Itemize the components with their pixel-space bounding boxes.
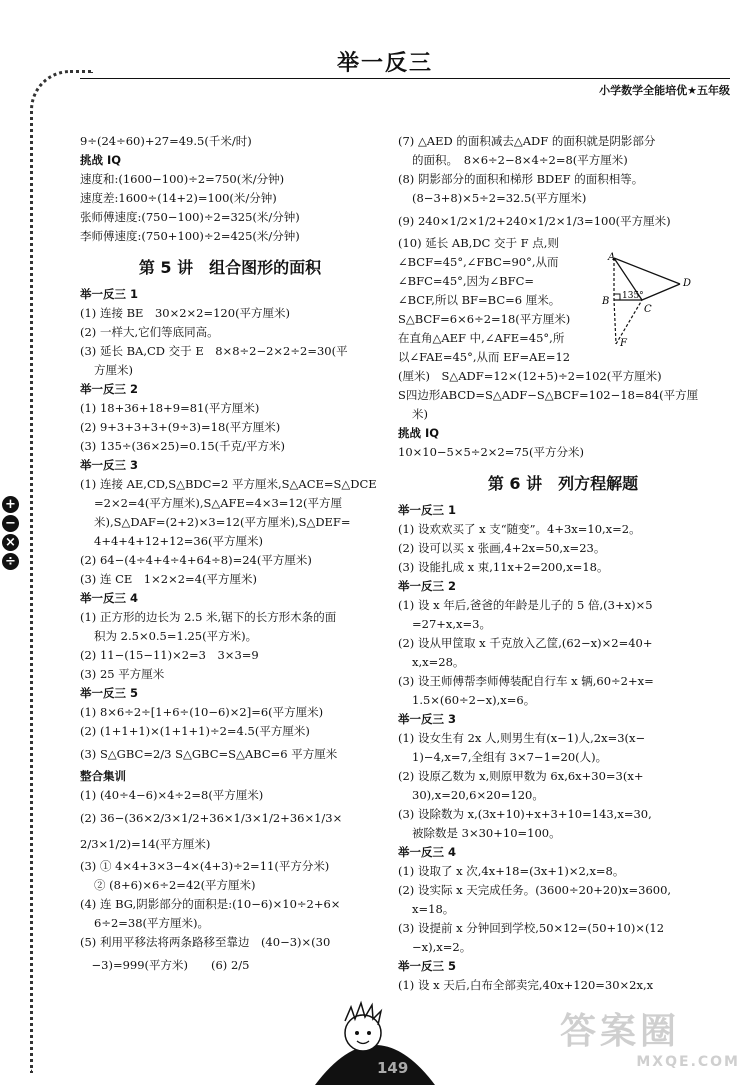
text-line: (3) 设王师傅帮李师傅装配自行车 x 辆,60÷2+x= [398,674,654,688]
text-line: 9÷(24÷60)+27=49.5(千米/时) [80,134,252,148]
text-line: (2) 64−(4÷4+4÷4+64÷8)=24(平方厘米) [80,553,312,567]
text-line: (2) 设原乙数为 x,则原甲数为 6x,6x+30=3(x+ [398,769,644,783]
text-line: (1) 8×6÷2÷[1+6÷(10−6)×2]=6(平方厘米) [80,705,324,719]
text-line: (厘米) S△ADF=12×(12+5)÷2=102(平方厘米) [398,369,662,383]
text-line: 被除数是 3×30+10=100。 [412,826,561,840]
mascot-illustration [315,985,435,1085]
text-line: (1) 正方形的边长为 2.5 米,锯下的长方形木条的面 [80,610,337,624]
text-line: (5) 利用平移法将两条路移至靠边 (40−3)×(30 [80,935,331,949]
label-c: C [644,304,652,315]
angle-label: 135° [622,291,644,301]
section-heading: 举一反三 2 [80,382,139,396]
text-line: 速度差:1600÷(14+2)=100(米/分钟) [80,191,277,205]
text-line: (9) 240×1/2×1/2+240×1/2×1/3=100(平方厘米) [398,214,671,228]
text-line: (1) 设女生有 2x 人,则男生有(x−1)人,2x=3(x− [398,731,646,745]
text-line: (1) 连接 BE 30×2×2=120(平方厘米) [80,306,291,320]
text-line: 的面积。 8×6÷2−8×4÷2=8(平方厘米) [412,153,628,167]
text-line: 米) [412,407,428,421]
text-line: S四边形ABCD=S△ADF−S△BCF=102−18=84(平方厘 [398,388,699,402]
label-a: A [608,252,616,263]
text-line: (1) 连接 AE,CD,S△BDC=2 平方厘米,S△ACE=S△DCE [80,477,377,491]
text-line: x,x=28。 [412,655,465,669]
text-line: 10×10−5×5÷2×2=75(平方分米) [398,445,584,459]
section-heading: 举一反三 3 [398,712,457,726]
text-line: x=18。 [412,902,455,916]
text-line: (3) S△GBC=2/3 S△GBC=S△ABC=6 平方厘米 [80,747,338,761]
mascot-eye-right [367,1031,371,1035]
text-line: −x),x=2。 [412,940,472,954]
text-line: (2) 一样大,它们等底同高。 [80,325,219,339]
section-heading: 整合集训 [80,769,126,783]
text-line: (7) △AED 的面积减去△ADF 的面积就是阴影部分 [398,134,656,148]
text-line: (8) 阴影部分的面积和梯形 BDEF 的面积相等。 [398,172,644,186]
section-heading: 举一反三 4 [398,845,457,859]
text-line: (3) 设除数为 x,(3x+10)+x+3+10=143,x=30, [398,807,652,821]
text-line: (2) 设从甲筐取 x 千克放入乙筐,(62−x)×2=40+ [398,636,653,650]
text-line: (1) 18+36+18+9=81(平方厘米) [80,401,260,415]
section-heading: 举一反三 3 [80,458,139,472]
text-line: 1.5×(60÷2−x),x=6。 [412,693,536,707]
section-heading: 举一反三 4 [80,591,139,605]
text-line: 2/3×1/2)=14(平方厘米) [80,837,211,851]
section-heading: 举一反三 1 [398,503,457,517]
text-line: 李师傅速度:(750+100)÷2=425(米/分钟) [80,229,300,243]
section-heading: 举一反三 5 [398,959,457,973]
text-line: ∠BCF=45°,∠FBC=90°,从而 [398,255,559,269]
text-line: 张师傅速度:(750−100)÷2=325(米/分钟) [80,210,300,224]
text-line: 在直角△AEF 中,∠AFE=45°,所 [398,331,565,345]
section-heading: 举一反三 1 [80,287,139,301]
text-line: (3) 设提前 x 分钟回到学校,50×12=(50+10)×(12 [398,921,665,935]
text-line: 4+4+4+12+12=36(平方厘米) [94,534,264,548]
text-line: S△BCF=6×6÷2=18(平方厘米) [398,312,571,326]
text-line: (3) 135÷(36×25)=0.15(千克/平方米) [80,439,285,453]
text-line: 以∠FAE=45°,从而 EF=AE=12 [398,350,571,364]
text-line: 30),x=20,6×20=120。 [412,788,544,802]
book-subtitle: 小学数学全能培优★五年级 [599,84,730,97]
text-line: (1) 设 x 年后,爸爸的年龄是儿子的 5 倍,(3+x)×5 [398,598,653,612]
edge-cd [642,284,680,300]
text-line: ∠BCF,所以 BF=BC=6 厘米。 [398,293,561,307]
times-icon: × [2,534,19,551]
text-line: =27+x,x=3。 [412,617,491,631]
text-line: (8−3+8)×5÷2=32.5(平方厘米) [412,191,587,205]
text-line: 米),S△DAF=(2+2)×3=12(平方厘米),S△DEF= [94,515,351,529]
dashed-extension-af [614,258,616,344]
text-line: (1) (40÷4−6)×4÷2=8(平方厘米) [80,788,264,802]
lecture-title: 第 5 讲 组合图形的面积 [138,258,322,277]
text-line: (2) 9+3+3+3+(9÷3)=18(平方厘米) [80,420,281,434]
edge-ad [614,258,680,284]
text-line: −3)=999(平方米) (6) 2/5 [80,958,250,972]
section-heading: 挑战 IQ [398,426,440,440]
watermark [560,1010,740,1080]
section-heading: 挑战 IQ [80,153,122,167]
text-line: (4) 连 BG,阴影部分的面积是:(10−6)×10÷2+6× [80,897,341,911]
text-line: (3) 连 CE 1×2×2=4(平方厘米) [80,572,257,586]
mascot-eye-left [355,1031,359,1035]
text-line: (3) ① 4×4+3×3−4×(4+3)÷2=11(平方分米) [80,859,330,873]
text-line: =2×2=4(平方厘米),S△AFE=4×3=12(平方厘 [94,496,343,510]
watermark-url: MXQE.COM [636,1054,740,1070]
text-line: ② (8+6)×6÷2=42(平方厘米) [94,878,256,892]
left-column [80,132,380,978]
book-title: 举一反三 [336,51,433,76]
header-rule [80,78,730,79]
text-line: (3) 延长 BA,CD 交于 E 8×8÷2−2×2÷2=30(平 [80,344,348,358]
text-line: (1) 设 x 天后,白布全部卖完,40x+120=30×2x,x [398,978,654,992]
text-line: 1)−4,x=7,全组有 3×7−1=20(人)。 [412,750,608,764]
mascot-dark-wave [315,1045,435,1085]
section-heading: 举一反三 2 [398,579,457,593]
text-line: 积为 2.5×0.5=1.25(平方米)。 [94,629,258,643]
geometry-figure [600,252,710,347]
text-line: 速度和:(1600−100)÷2=750(米/分钟) [80,172,285,186]
text-line: ∠BFC=45°,因为∠BFC= [398,274,535,288]
text-line: (3) 设能扎成 x 束,11x+2=200,x=18。 [398,560,609,574]
text-line: (1) 设欢欢买了 x 支“随变”。4+3x=10,x=2。 [398,522,641,536]
right-angle-mark [614,294,620,300]
lecture-title: 第 6 讲 列方程解题 [487,474,639,493]
text-line: (2) 设实际 x 天完成任务。(3600÷20+20)x=3600, [398,883,672,897]
text-line: (2) 11−(15−11)×2=3 3×3=9 [80,648,259,662]
text-line: 6÷2=38(平方厘米)。 [94,916,210,930]
minus-icon: − [2,515,19,532]
label-d: D [683,278,692,289]
mascot-head [345,1015,381,1051]
watermark-main: 答案圈 [560,1011,681,1052]
divide-icon: ÷ [2,553,19,570]
text-line: (1) 设取了 x 次,4x+18=(3x+1)×2,x=8。 [398,864,625,878]
text-line: 方厘米) [94,363,133,377]
text-line: (2) 36−(36×2/3×1/2+36×1/3×1/2+36×1/3× [80,811,343,825]
page-number: 149 [377,1059,409,1077]
plus-icon: + [2,496,19,513]
text-line: (3) 25 平方厘米 [80,667,165,681]
text-line: (2) 设可以买 x 张画,4+2x=50,x=23。 [398,541,606,555]
text-line: (10) 延长 AB,DC 交于 F 点,则 [398,236,559,250]
text-line: (2) (1+1+1)×(1+1+1)÷2=4.5(平方厘米) [80,724,310,738]
label-f: F [620,338,627,347]
section-heading: 举一反三 5 [80,686,139,700]
operator-icons [2,496,22,570]
label-b: B [602,296,610,307]
